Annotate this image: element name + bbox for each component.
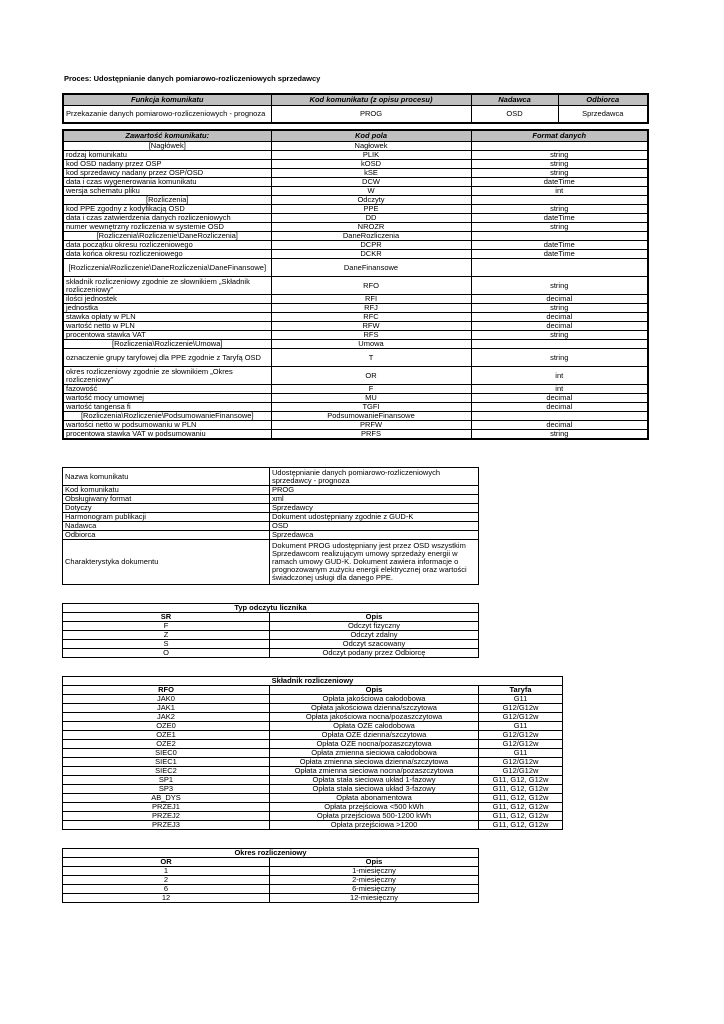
data-format <box>471 232 648 241</box>
col-rfo-desc: Opis <box>270 686 479 695</box>
billing-period-row <box>63 885 479 894</box>
content-row <box>63 214 648 223</box>
info-label: Kod komunikatu <box>63 486 270 495</box>
content-row <box>63 259 648 277</box>
content-row <box>63 151 648 160</box>
data-format <box>471 142 648 151</box>
billing-component-desc: Opłata stała sieciowa układ 3-fazowy <box>270 785 479 794</box>
billing-component-title: Składnik rozliczeniowy <box>63 677 563 686</box>
billing-component-tariff: G12/G12w <box>479 767 563 776</box>
field-code: W <box>271 187 471 196</box>
message-header-table <box>62 93 649 124</box>
content-row <box>63 421 648 430</box>
billing-component-desc: Opłata przejściowa 500-1200 kWh <box>270 812 479 821</box>
billing-component-tariff: G11, G12, G12w <box>479 812 563 821</box>
content-description: data i czas wygenerowania komunikatu <box>63 178 271 187</box>
reading-type-desc: Odczyt zdalny <box>270 631 479 640</box>
billing-component-tariff: G12/G12w <box>479 713 563 722</box>
field-code: OR <box>271 367 471 385</box>
billing-component-tariff: G11 <box>479 695 563 704</box>
data-format: string <box>471 223 648 232</box>
billing-period-desc: 1-miesięczny <box>270 867 479 876</box>
billing-component-tariff: G12/G12w <box>479 740 563 749</box>
billing-component-desc: Opłata OZE całodobowa <box>270 722 479 731</box>
info-value: Sprzedawca <box>270 531 479 540</box>
content-row <box>63 331 648 340</box>
billing-component-desc: Opłata jakościowa całodobowa <box>270 695 479 704</box>
content-row <box>63 196 648 205</box>
info-label: Dotyczy <box>63 504 270 513</box>
col-function: Funkcja komunikatu <box>63 94 271 106</box>
field-code: DaneFinansowe <box>271 259 471 277</box>
billing-component-desc: Opłata jakościowa dzienna/szczytowa <box>270 704 479 713</box>
billing-component-row <box>63 740 563 749</box>
data-format: string <box>471 331 648 340</box>
cell-sender: OSD <box>471 106 558 124</box>
billing-component-code: JAK0 <box>63 695 270 704</box>
billing-component-code: OZE0 <box>63 722 270 731</box>
billing-component-code: OZE2 <box>63 740 270 749</box>
info-row <box>63 486 479 495</box>
info-row <box>63 495 479 504</box>
data-format: string <box>471 205 648 214</box>
reading-type-desc: Odczyt podany przez Odbiorcę <box>270 649 479 658</box>
data-format <box>471 340 648 349</box>
content-description: wartości netto w podsumowaniu w PLN <box>63 421 271 430</box>
info-label: Obsługiwany format <box>63 495 270 504</box>
data-format: decimal <box>471 403 648 412</box>
info-row <box>63 522 479 531</box>
field-code: NROZR <box>271 223 471 232</box>
col-sender: Nadawca <box>471 94 558 106</box>
reading-type-table <box>62 603 479 658</box>
content-row <box>63 169 648 178</box>
data-format: string <box>471 349 648 367</box>
content-row <box>63 205 648 214</box>
content-description: [Nagłówek] <box>63 142 271 151</box>
cell-receiver: Sprzedawca <box>558 106 648 124</box>
billing-component-tariff: G12/G12w <box>479 731 563 740</box>
col-tariff: Taryfa <box>479 686 563 695</box>
message-info-table <box>62 467 479 585</box>
content-row <box>63 313 648 322</box>
content-description: wartość tangensa fi <box>63 403 271 412</box>
field-code: DaneRozliczenia <box>271 232 471 241</box>
field-code: PLIK <box>271 151 471 160</box>
field-code: DCW <box>271 178 471 187</box>
info-value: Udostępnianie danych pomiarowo-rozliczeniowych sprzedawcy - prognoza <box>270 468 479 486</box>
field-code: F <box>271 385 471 394</box>
billing-period-table <box>62 848 479 903</box>
billing-component-row <box>63 749 563 758</box>
content-description: [Rozliczenia] <box>63 196 271 205</box>
content-row <box>63 430 648 440</box>
field-code: DCKR <box>271 250 471 259</box>
page-title: Proces: Udostępnianie danych pomiarowo-rozliczeniowych sprzedawcy <box>64 74 321 83</box>
info-label: Harmonogram publikacji <box>63 513 270 522</box>
content-description: data i czas zatwierdzenia danych rozliczeniowych <box>63 214 271 223</box>
col-receiver: Odbiorca <box>558 94 648 106</box>
content-description: stawka opłaty w PLN <box>63 313 271 322</box>
field-code: kOSD <box>271 160 471 169</box>
info-row <box>63 531 479 540</box>
billing-component-desc: Opłata przejściowa <500 kWh <box>270 803 479 812</box>
reading-type-row <box>63 649 479 658</box>
content-row <box>63 250 648 259</box>
content-description: jednostka <box>63 304 271 313</box>
col-sr: SR <box>63 613 270 622</box>
content-row <box>63 403 648 412</box>
field-code: Nagłowek <box>271 142 471 151</box>
billing-component-table <box>62 676 563 830</box>
reading-type-title: Typ odczytu licznika <box>63 604 479 613</box>
reading-type-row <box>63 631 479 640</box>
content-row <box>63 295 648 304</box>
billing-period-code: 6 <box>63 885 270 894</box>
reading-type-desc: Odczyt szacowany <box>270 640 479 649</box>
field-code: RFC <box>271 313 471 322</box>
content-description: data końca okresu rozliczeniowego <box>63 250 271 259</box>
content-row <box>63 241 648 250</box>
billing-component-code: OZE1 <box>63 731 270 740</box>
cell-function: Przekazanie danych pomiarowo-rozliczeniowych - prognoza <box>63 106 271 124</box>
info-label: Nazwa komunikatu <box>63 468 270 486</box>
info-value: Sprzedawcy <box>270 504 479 513</box>
content-description: składnik rozliczeniowy zgodnie ze słownikiem „Składnik rozliczeniowy” <box>63 277 271 295</box>
content-row <box>63 142 648 151</box>
billing-component-desc: Opłata jakościowa nocna/pozaszczytowa <box>270 713 479 722</box>
reading-type-code: O <box>63 649 270 658</box>
content-row <box>63 160 648 169</box>
billing-component-desc: Opłata stała sieciowa układ 1-fazowy <box>270 776 479 785</box>
content-row <box>63 394 648 403</box>
info-label: Nadawca <box>63 522 270 531</box>
data-format: dateTime <box>471 241 648 250</box>
content-description: oznaczenie grupy taryfowej dla PPE zgodnie z Taryfą OSD <box>63 349 271 367</box>
data-format: string <box>471 304 648 313</box>
field-code: T <box>271 349 471 367</box>
reading-type-code: F <box>63 622 270 631</box>
billing-component-row <box>63 758 563 767</box>
info-row <box>63 513 479 522</box>
reading-type-desc: Odczyt fizyczny <box>270 622 479 631</box>
field-code: kSE <box>271 169 471 178</box>
billing-component-desc: Opłata abonamentowa <box>270 794 479 803</box>
field-code: RFW <box>271 322 471 331</box>
billing-component-tariff: G11, G12, G12w <box>479 803 563 812</box>
billing-component-row <box>63 794 563 803</box>
billing-component-row <box>63 785 563 794</box>
data-format: decimal <box>471 421 648 430</box>
info-value: PROG <box>270 486 479 495</box>
billing-component-code: JAK1 <box>63 704 270 713</box>
billing-component-tariff: G12/G12w <box>479 704 563 713</box>
billing-period-code: 12 <box>63 894 270 903</box>
billing-period-code: 2 <box>63 876 270 885</box>
field-code: PPE <box>271 205 471 214</box>
field-code: RFI <box>271 295 471 304</box>
billing-component-row <box>63 776 563 785</box>
billing-component-tariff: G11, G12, G12w <box>479 776 563 785</box>
billing-period-desc: 12-miesięczny <box>270 894 479 903</box>
data-format: int <box>471 367 648 385</box>
billing-period-desc: 2-miesięczny <box>270 876 479 885</box>
info-row <box>63 540 479 585</box>
field-code: RFJ <box>271 304 471 313</box>
reading-type-code: Z <box>63 631 270 640</box>
data-format: string <box>471 169 648 178</box>
billing-component-tariff: G11, G12, G12w <box>479 794 563 803</box>
billing-component-tariff: G11 <box>479 749 563 758</box>
content-row <box>63 304 648 313</box>
field-code: PRFS <box>271 430 471 440</box>
message-content-table <box>62 129 649 440</box>
content-description: [Rozliczenia\Rozliczenie\DaneRozliczenia] <box>63 232 271 241</box>
col-or: OR <box>63 858 270 867</box>
billing-component-row <box>63 704 563 713</box>
data-format: int <box>471 187 648 196</box>
field-code: MU <box>271 394 471 403</box>
billing-component-code: SIEC0 <box>63 749 270 758</box>
data-format <box>471 259 648 277</box>
billing-period-row <box>63 876 479 885</box>
content-description: wartość mocy umownej <box>63 394 271 403</box>
content-row <box>63 367 648 385</box>
billing-component-code: PRZEJ2 <box>63 812 270 821</box>
billing-period-title: Okres rozliczeniowy <box>63 849 479 858</box>
billing-component-row <box>63 821 563 830</box>
col-sr-desc: Opis <box>270 613 479 622</box>
content-description: data początku okresu rozliczeniowego <box>63 241 271 250</box>
billing-component-desc: Opłata OZE dzienna/szczytowa <box>270 731 479 740</box>
content-description: ilości jednostek <box>63 295 271 304</box>
billing-component-row <box>63 767 563 776</box>
data-format: dateTime <box>471 250 648 259</box>
field-code: DCPR <box>271 241 471 250</box>
billing-component-row <box>63 713 563 722</box>
content-row <box>63 178 648 187</box>
billing-component-desc: Opłata OZE nocna/pozaszczytowa <box>270 740 479 749</box>
col-code: Kod komunikatu (z opisu procesu) <box>271 94 471 106</box>
cell-code: PROG <box>271 106 471 124</box>
content-row <box>63 340 648 349</box>
content-description: kod OSD nadany przez OSP <box>63 160 271 169</box>
billing-component-tariff: G12/G12w <box>479 758 563 767</box>
billing-component-code: AB_DYS <box>63 794 270 803</box>
info-row <box>63 468 479 486</box>
billing-component-row <box>63 731 563 740</box>
content-description: kod sprzedawcy nadany przez OSP/OSD <box>63 169 271 178</box>
billing-component-code: PRZEJ3 <box>63 821 270 830</box>
billing-component-tariff: G11 <box>479 722 563 731</box>
info-value: Dokument udostępniany zgodnie z GUD-K <box>270 513 479 522</box>
content-row <box>63 322 648 331</box>
billing-component-desc: Opłata zmienna sieciowa całodobowa <box>270 749 479 758</box>
content-description: [Rozliczenia\Rozliczenie\PodsumowanieFinansowe] <box>63 412 271 421</box>
data-format: string <box>471 430 648 440</box>
data-format <box>471 412 648 421</box>
content-row <box>63 223 648 232</box>
billing-component-code: SIEC2 <box>63 767 270 776</box>
reading-type-row <box>63 622 479 631</box>
info-label: Odbiorca <box>63 531 270 540</box>
content-description: wartość netto w PLN <box>63 322 271 331</box>
field-code: Odczyty <box>271 196 471 205</box>
content-description: rodzaj komunikatu <box>63 151 271 160</box>
billing-period-row <box>63 867 479 876</box>
field-code: DD <box>271 214 471 223</box>
content-description: procentowa stawka VAT w podsumowaniu <box>63 430 271 440</box>
field-code: Umowa <box>271 340 471 349</box>
data-format: string <box>471 277 648 295</box>
content-row <box>63 277 648 295</box>
info-value: xml <box>270 495 479 504</box>
data-format: dateTime <box>471 214 648 223</box>
billing-component-desc: Opłata przejściowa >1200 <box>270 821 479 830</box>
content-row <box>63 349 648 367</box>
data-format: decimal <box>471 313 648 322</box>
billing-component-tariff: G11, G12, G12w <box>479 821 563 830</box>
data-format: string <box>471 160 648 169</box>
content-description: procentowa stawka VAT <box>63 331 271 340</box>
billing-component-code: SIEC1 <box>63 758 270 767</box>
col-or-desc: Opis <box>270 858 479 867</box>
content-description: okres rozliczeniowy zgodnie ze słownikiem „Okres rozliczeniowy” <box>63 367 271 385</box>
col-content: Zawartość komunikatu: <box>63 130 271 142</box>
billing-component-row <box>63 803 563 812</box>
data-format: decimal <box>471 322 648 331</box>
field-code: RFO <box>271 277 471 295</box>
billing-period-desc: 6-miesięczny <box>270 885 479 894</box>
info-value: OSD <box>270 522 479 531</box>
data-format: dateTime <box>471 178 648 187</box>
content-description: numer wewnętrzny rozliczenia w systemie OSD <box>63 223 271 232</box>
content-description: [Rozliczenia\Rozliczenie\DaneRozliczenia\DaneFinansowe] <box>63 259 271 277</box>
field-code: TGFI <box>271 403 471 412</box>
field-code: RFS <box>271 331 471 340</box>
col-field-code: Kod pola <box>271 130 471 142</box>
billing-component-row <box>63 695 563 704</box>
content-description: [Rozliczenia\Rozliczenie\Umowa] <box>63 340 271 349</box>
col-rfo: RFO <box>63 686 270 695</box>
reading-type-code: S <box>63 640 270 649</box>
data-format: decimal <box>471 394 648 403</box>
billing-component-code: JAK2 <box>63 713 270 722</box>
col-data-format: Format danych <box>471 130 648 142</box>
data-format: string <box>471 151 648 160</box>
info-label: Charakterystyka dokumentu <box>63 540 270 585</box>
field-code: PRFW <box>271 421 471 430</box>
billing-component-row <box>63 722 563 731</box>
billing-component-code: SP3 <box>63 785 270 794</box>
data-format: int <box>471 385 648 394</box>
content-row <box>63 412 648 421</box>
content-row <box>63 187 648 196</box>
billing-component-code: PRZEJ1 <box>63 803 270 812</box>
billing-component-row <box>63 812 563 821</box>
billing-component-tariff: G11, G12, G12w <box>479 785 563 794</box>
content-row <box>63 232 648 241</box>
content-row <box>63 385 648 394</box>
info-value: Dokument PROG udostępniany jest przez OSD wszystkim Sprzedawcom realizującym umowy sprzedaży energii w ramach umowy GUD-K. Dokument zawiera informacje o prognozowanym zużyciu energii elektrycznej oraz wartości świadczonej usługi dla danego PPE. <box>270 540 479 585</box>
billing-component-desc: Opłata zmienna sieciowa nocna/pozaszczytowa <box>270 767 479 776</box>
billing-period-row <box>63 894 479 903</box>
content-description: wersja schematu pliku <box>63 187 271 196</box>
billing-period-code: 1 <box>63 867 270 876</box>
info-row <box>63 504 479 513</box>
content-description: fazowość <box>63 385 271 394</box>
content-description: kod PPE zgodny z kodyfikacją OSD <box>63 205 271 214</box>
billing-component-desc: Opłata zmienna sieciowa dzienna/szczytowa <box>270 758 479 767</box>
billing-component-code: SP1 <box>63 776 270 785</box>
data-format: decimal <box>471 295 648 304</box>
data-format <box>471 196 648 205</box>
reading-type-row <box>63 640 479 649</box>
field-code: PodsumowanieFinansowe <box>271 412 471 421</box>
